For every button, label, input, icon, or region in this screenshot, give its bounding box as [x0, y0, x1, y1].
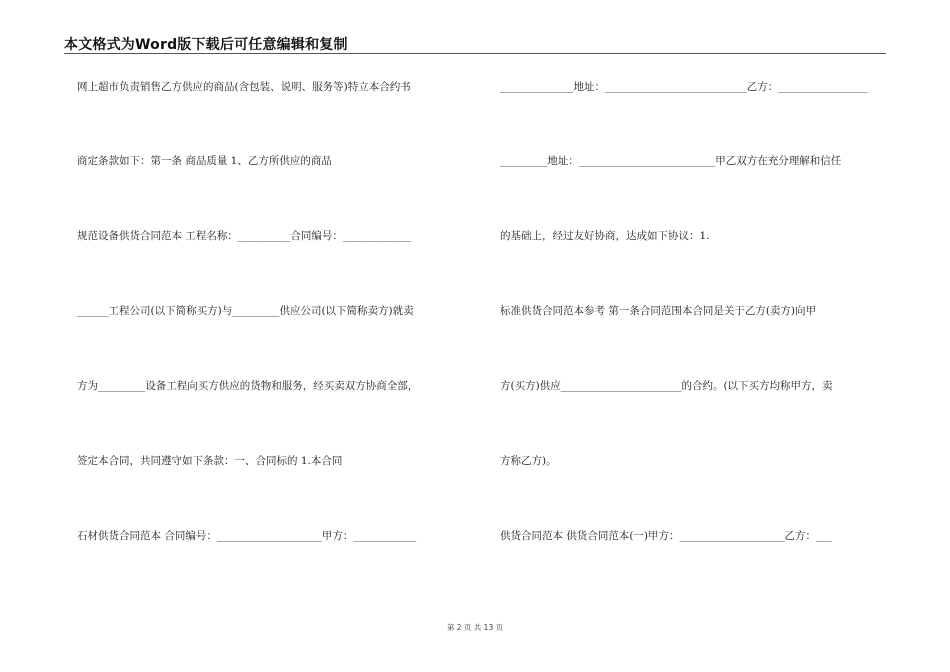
text-line: 石材供货合同范本 合同编号：____________________甲方：____________ [77, 530, 417, 542]
text-line: 的基础上，经过友好协商，达成如下协议：1. [500, 230, 710, 242]
text-line: 方(买方)供应_______________________的合约。(以下买方均称甲方，卖 [500, 380, 833, 392]
header-title: 本文格式为Word版下载后可任意编辑和复制 [64, 37, 348, 53]
text-line: _________地址：__________________________甲乙双方在充分理解和信任 [500, 155, 842, 167]
text-line: 供货合同范本 供货合同范本(一)甲方：____________________乙方：___ [500, 530, 832, 542]
text-line: ______工程公司(以下简称买方)与_________供应公司(以下简称卖方)就卖 [77, 305, 414, 317]
page-number: 第 2 页 共 13 页 [446, 623, 504, 632]
text-line: 签定本合同，共同遵守如下条款：一、合同标的 1.本合同 [77, 455, 343, 467]
text-line: 标准供货合同范本参考 第一条合同范围本合同是关于乙方(卖方)向甲 [500, 305, 817, 317]
text-line: 网上超市负责销售乙方供应的商品(含包装、说明、服务等)特立本合约书 [77, 81, 411, 93]
page-header [64, 34, 886, 54]
header-divider [64, 53, 886, 54]
text-line: ______________地址：___________________________乙方：_________________ [500, 81, 868, 93]
text-line: 方为_________设备工程向买方供应的货物和服务，经买卖双方协商全部， [77, 380, 419, 392]
text-line: 商定条款如下：第一条 商品质量 1、乙方所供应的商品 [77, 155, 332, 167]
text-line: 方称乙方)。 [500, 455, 557, 467]
text-line: 规范设备供货合同范本 工程名称：__________合同编号：_____________ [77, 230, 412, 242]
